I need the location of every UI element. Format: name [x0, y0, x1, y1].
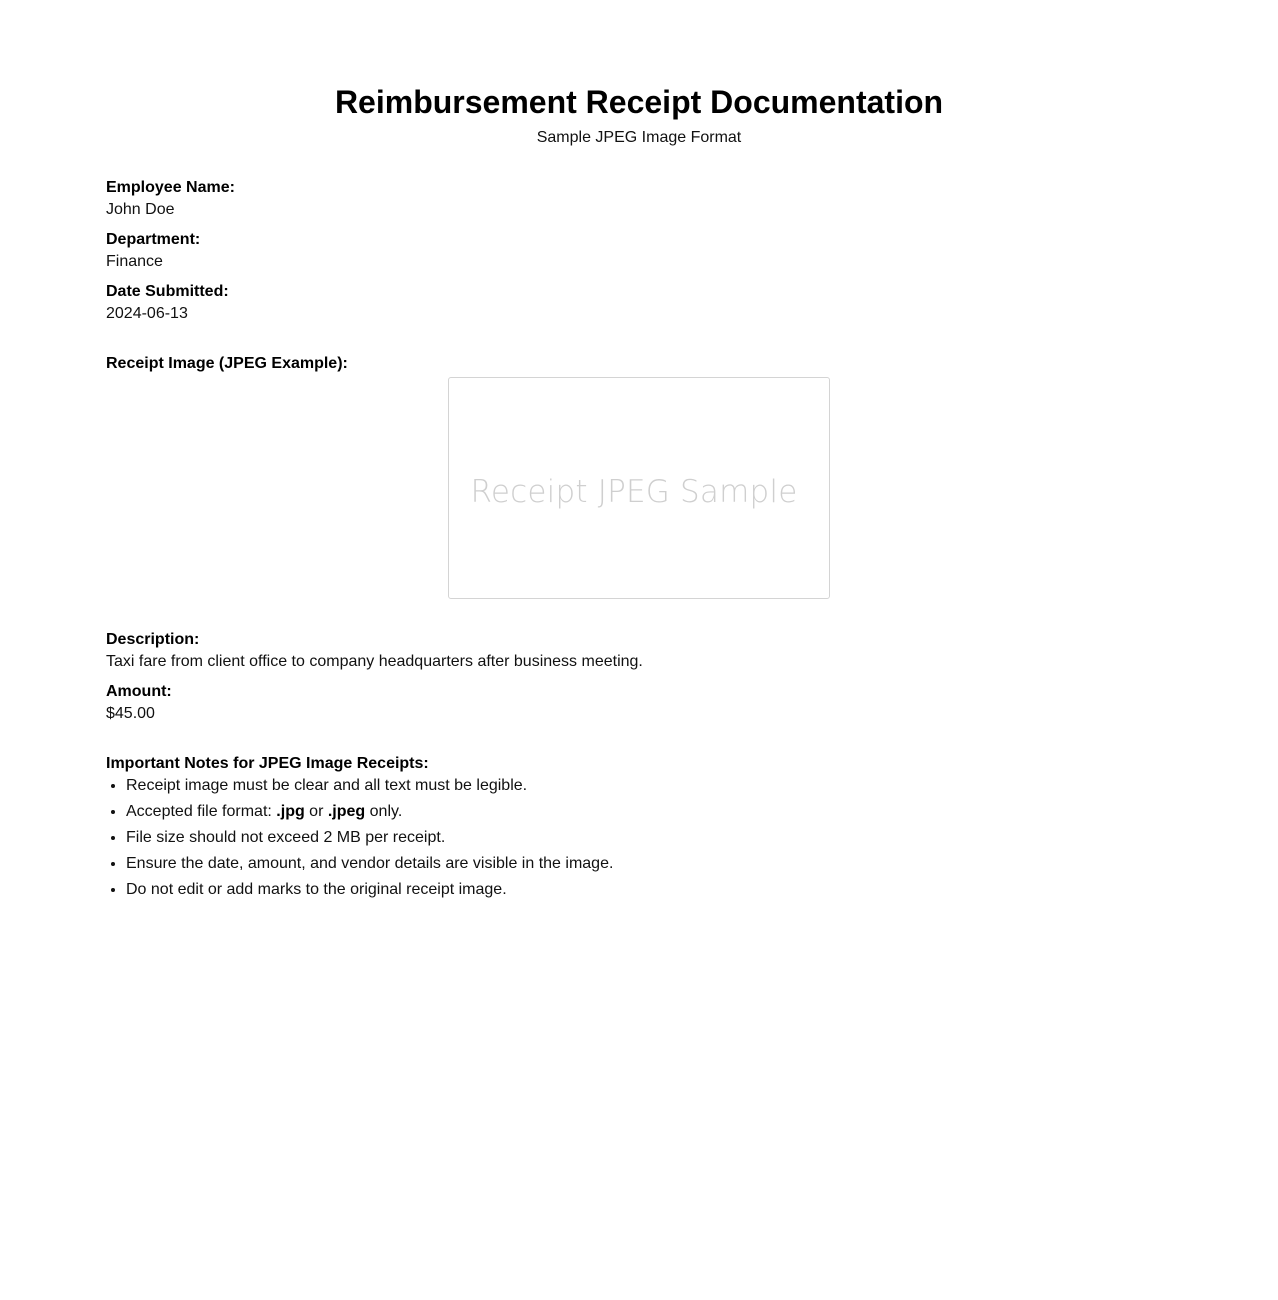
- list-item: [126, 802, 613, 821]
- employee-name-value: John Doe: [106, 201, 175, 218]
- list-item: • Do not edit or add marks to the original receipt image.: [126, 880, 613, 899]
- amount-label: Amount:: [106, 683, 172, 700]
- receipt-placeholder-text: Receipt JPEG Sample: [470, 474, 798, 510]
- receipt-image: [448, 377, 830, 599]
- amount-value: $45.00: [106, 705, 155, 722]
- page-title: Reimbursement Receipt Documentation: [334, 84, 944, 120]
- department-label: Department:: [106, 231, 201, 248]
- date-submitted-value: 2024-06-13: [106, 305, 188, 322]
- note-text: only.: [365, 803, 403, 820]
- file-extension: .jpg: [276, 803, 305, 820]
- description-value: Taxi fare from client office to company headquarters after business meeting.: [106, 653, 643, 670]
- list-item: • File size should not exceed 2 MB per receipt.: [126, 828, 613, 847]
- description-label: Description:: [106, 631, 200, 648]
- note-text: Accepted file format:: [126, 803, 277, 820]
- receipt-image-label: Receipt Image (JPEG Example):: [106, 355, 348, 372]
- date-submitted-label: Date Submitted:: [106, 283, 229, 300]
- list-item: • Ensure the date, amount, and vendor details are visible in the image.: [126, 854, 613, 873]
- notes-heading: Important Notes for JPEG Image Receipts:: [106, 755, 429, 772]
- note-text: or: [304, 803, 328, 820]
- page-subtitle: Sample JPEG Image Format: [536, 129, 742, 146]
- employee-name-label: Employee Name:: [106, 179, 235, 196]
- file-extension: .jpeg: [327, 803, 366, 820]
- department-value: Finance: [106, 253, 163, 270]
- list-item: • Receipt image must be clear and all text must be legible.: [126, 776, 613, 795]
- notes-list: [126, 776, 613, 906]
